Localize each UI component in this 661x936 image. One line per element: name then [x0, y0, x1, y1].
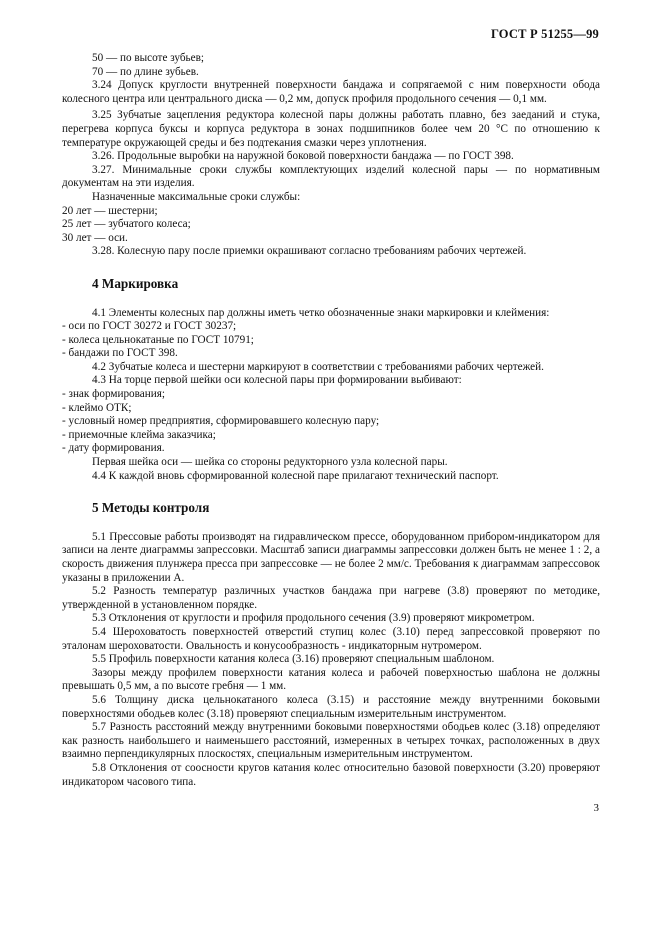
- paragraph: 5.8 Отклонения от соосности кругов катания колес относительно базовой поверхности (3.20) проверяют индикатором часового типа.: [62, 761, 600, 788]
- list-item: - оси по ГОСТ 30272 и ГОСТ 30237;: [62, 320, 237, 333]
- list-item: - бандажи по ГОСТ 398.: [62, 347, 178, 360]
- text-line: 50 — по высоте зубьев;: [92, 52, 204, 64]
- text-line: 70 — по длине зубьев.: [92, 65, 199, 78]
- paragraph: 3.27. Минимальные сроки службы комплектующих изделий колесной пары — по нормативным документам на эти изделия.: [62, 163, 600, 190]
- list-item: 30 лет — оси.: [62, 231, 128, 244]
- list-item: 20 лет — шестерни;: [62, 204, 158, 217]
- paragraph: Назначенные максимальные сроки службы:: [92, 190, 301, 203]
- paragraph: 5.7 Разность расстояний между внутренними боковыми поверхностями ободьев колес (3.18) определяют как разность наибольшего и наименьшего расстояний, измеренных в четырех точках, расположенных в двух взаимно перпендикулярных плоскостях, специальным измерительным инструментом.: [62, 721, 600, 761]
- list-item: 25 лет — зубчатого колеса;: [62, 218, 191, 231]
- list-item: - клеймо ОТК;: [62, 401, 132, 414]
- paragraph: 4.1 Элементы колесных пар должны иметь четко обозначенные знаки маркировки и клеймения:: [92, 306, 550, 319]
- paragraph: 5.1 Прессовые работы производят на гидравлическом прессе, оборудованном прибором-индикатором для записи на ленте диаграммы запрессовки. Масштаб записи диаграммы запрессовки должен быть не менее 1 : 2, а скорость движения плунжера пресса при запрессовке — не более 2 мм/с. Требования к диаграммам запрессовок указаны в приложении А.: [62, 530, 600, 584]
- paragraph: 5.5 Профиль поверхности катания колеса (3.16) проверяют специальным шаблоном.: [92, 653, 495, 666]
- list-item: - знак формирования;: [62, 388, 165, 401]
- page-number: 3: [593, 802, 599, 814]
- paragraph: Первая шейка оси — шейка со стороны редукторного узла колесной пары.: [92, 456, 448, 469]
- list-item: - условный номер предприятия, сформировавшего колесную пару;: [62, 415, 380, 428]
- paragraph: 5.6 Толщину диска цельнокатаного колеса (3.15) и расстояние между внутренними боковыми поверхностями ободьев колес (3.18) проверяют специальным измерительным инструментом.: [62, 693, 600, 720]
- section-heading: 5 Методы контроля: [92, 500, 210, 516]
- list-item: - колеса цельнокатаные по ГОСТ 10791;: [62, 333, 254, 346]
- paragraph: 3.25 Зубчатые зацепления редуктора колесной пары должны работать плавно, без заеданий и стука, перегрева корпуса буксы и корпуса редуктора в зонах подшипников более чем 20 °С по отношению к температуре окружающей среды и без подтекания смазки через уплотнения.: [62, 109, 600, 149]
- list-item: - приемочные клейма заказчика;: [62, 428, 216, 441]
- paragraph: Зазоры между профилем поверхности катания колеса и рабочей поверхностью шаблона не должны превышать 0,5 мм, а по высоте гребня — 1 мм.: [62, 666, 600, 693]
- paragraph: 5.3 Отклонения от круглости и профиля продольного сечения (3.9) проверяют микрометром.: [92, 612, 535, 625]
- paragraph: 4.3 На торце первой шейки оси колесной пары при формировании выбивают:: [92, 374, 462, 387]
- page-body: [62, 52, 600, 789]
- paragraph: 4.4 К каждой вновь сформированной колесной паре прилагают технический паспорт.: [92, 469, 499, 482]
- paragraph: 3.28. Колесную пару после приемки окрашивают согласно требованиям рабочих чертежей.: [92, 245, 527, 258]
- paragraph: 3.26. Продольные выробки на наружной боковой поверхности бандажа — по ГОСТ 398.: [92, 150, 514, 163]
- standard-header: ГОСТ Р 51255—99: [490, 27, 599, 41]
- paragraph: 5.4 Шероховатость поверхностей отверстий ступиц колес (3.10) перед запрессовкой проверяют по эталонам шероховатости. Овальность и конусообразность - индикаторным нутромером.: [62, 625, 600, 652]
- paragraph: 4.2 Зубчатые колеса и шестерни маркируют в соответствии с требованиями рабочих чертежей.: [92, 360, 544, 373]
- paragraph: 5.2 Разность температур различных участков бандажа при нагреве (3.8) проверяют по методике, утвержденной в установленном порядке.: [62, 585, 600, 611]
- section-heading: 4 Маркировка: [92, 275, 179, 291]
- paragraph: 3.24 Допуск круглости внутренней поверхности бандажа и сопрягаемой с ним поверхности обода колесного центра или центрального диска — 0,2 мм, допуск профиля продольного сечения — 0,1 мм.: [62, 79, 600, 105]
- list-item: - дату формирования.: [62, 442, 165, 455]
